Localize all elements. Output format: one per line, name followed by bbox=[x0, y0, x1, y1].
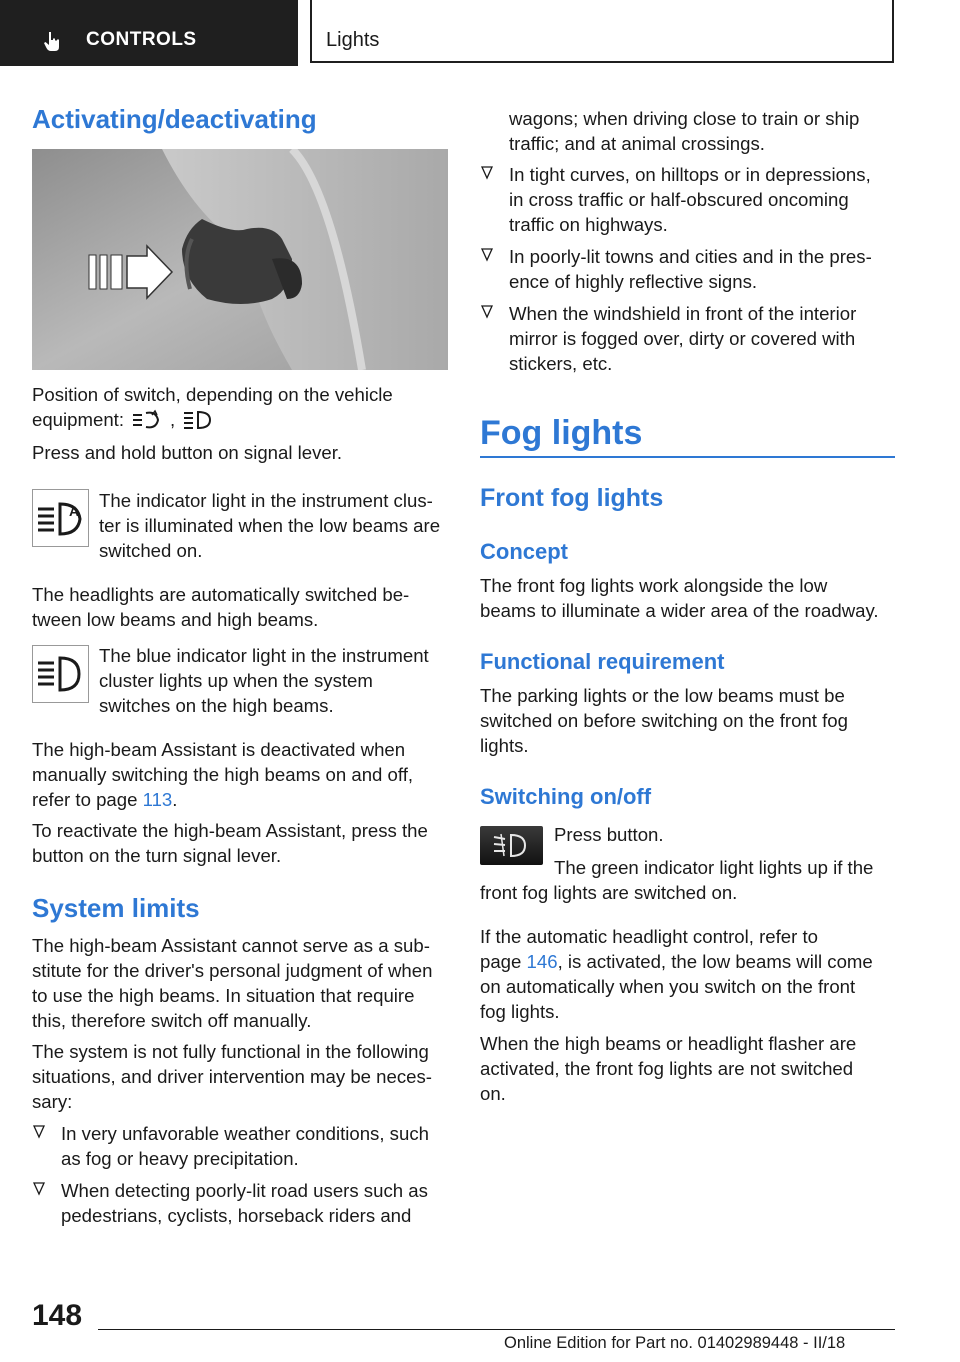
footer-rule bbox=[98, 1329, 895, 1330]
list-item bbox=[32, 1178, 448, 1228]
flasher-l1: When the high beams or headlight flasher are bbox=[480, 1033, 857, 1054]
auto-switch-l2: tween low beams and high beams. bbox=[32, 609, 319, 630]
high-beam-indicator-icon bbox=[32, 645, 89, 703]
high-beam-assist-icon bbox=[132, 409, 162, 431]
heading-concept: Concept bbox=[480, 539, 568, 564]
bullet1-l2: as fog or heavy precipitation. bbox=[61, 1148, 299, 1169]
caption-equipment-label: equipment: bbox=[32, 408, 124, 430]
concept-l2: beams to illuminate a wider area of the roadway. bbox=[480, 600, 879, 621]
switch-photo bbox=[32, 149, 448, 370]
chapter-label: Lights bbox=[326, 29, 380, 51]
bullet1-l1: In very unfavorable weather conditions, such bbox=[61, 1123, 429, 1144]
heading-fog-lights: Fog lights bbox=[480, 414, 643, 452]
limits-l1: The high-beam Assistant cannot serve as a sub- bbox=[32, 935, 430, 956]
chapter-box bbox=[310, 0, 894, 63]
bullet3-l2: in cross traffic or half-obscured oncoming bbox=[509, 189, 849, 210]
fog-light-button-icon[interactable] bbox=[480, 826, 543, 865]
auto-l3: on automatically when you switch on the front bbox=[480, 976, 856, 997]
cont-l1: wagons; when driving close to train or ship bbox=[509, 108, 860, 129]
pointing-hand-icon bbox=[40, 30, 64, 54]
list-item bbox=[480, 301, 895, 376]
concept-l1: The front fog lights work alongside the low bbox=[480, 575, 828, 596]
deact-l2: manually switching the high beams on and off, bbox=[32, 764, 414, 785]
press-hold-text: Press and hold button on signal lever. bbox=[32, 442, 343, 463]
press-button-text: Press button. bbox=[554, 824, 664, 845]
bullet5-l3: stickers, etc. bbox=[509, 353, 613, 374]
auto-l2-suffix: , is activated, the low beams will come bbox=[557, 951, 873, 972]
notfull-l2: situations, and driver intervention may be neces- bbox=[32, 1066, 432, 1087]
deact-l3-prefix: refer to page bbox=[32, 789, 138, 810]
limits-l2: stitute for the driver's personal judgment of when bbox=[32, 960, 433, 981]
page-header bbox=[0, 0, 960, 66]
page-link-113[interactable]: 113 bbox=[142, 789, 173, 810]
bullet-triangle-icon bbox=[32, 1124, 46, 1140]
indicator-auto-l1: The indicator light in the instrument clus- bbox=[99, 490, 433, 511]
notfull-l1: The system is not fully functional in the following bbox=[32, 1041, 429, 1062]
req-l1: The parking lights or the low beams must be bbox=[480, 685, 845, 706]
auto-switch-l1: The headlights are automatically switched be- bbox=[32, 584, 410, 605]
indicator-blue-l3: switches on the high beams. bbox=[99, 695, 334, 716]
caption-line: Position of switch, depending on the vehicle bbox=[32, 384, 393, 405]
bullet-triangle-icon bbox=[480, 165, 494, 181]
bullet5-l1: When the windshield in front of the interior bbox=[509, 303, 857, 324]
edition-text: Online Edition for Part no. 01402989448 - II/18 bbox=[504, 1334, 846, 1352]
deact-period: . bbox=[172, 789, 178, 810]
req-l2: switched on before switching on the front fog bbox=[480, 710, 848, 731]
heading-requirement: Functional requirement bbox=[480, 649, 725, 674]
limits-l4: this, therefore switch off manually. bbox=[32, 1010, 312, 1031]
bullet2-l2: pedestrians, cyclists, horseback riders and bbox=[61, 1205, 412, 1226]
flasher-l2: activated, the front fog lights are not switched bbox=[480, 1058, 854, 1079]
auto-l1: If the automatic headlight control, refer to bbox=[480, 926, 818, 947]
caption-equipment bbox=[32, 407, 213, 432]
heading-switching: Switching on/off bbox=[480, 784, 652, 809]
page-link-146[interactable]: 146 bbox=[526, 951, 558, 972]
list-item bbox=[480, 244, 895, 294]
bullet-triangle-icon bbox=[480, 304, 494, 320]
heading-system-limits: System limits bbox=[32, 893, 200, 923]
bullet3-l1: In tight curves, on hilltops or in depressions, bbox=[509, 164, 871, 185]
section-label: CONTROLS bbox=[86, 29, 197, 50]
heading-activating: Activating/deactivating bbox=[32, 104, 317, 134]
indicator-auto-l2: ter is illuminated when the low beams are bbox=[99, 515, 441, 536]
green-l1: The green indicator light lights up if the bbox=[554, 857, 874, 878]
bullet-triangle-icon bbox=[32, 1181, 46, 1197]
indicator-blue-l2: cluster lights up when the system bbox=[99, 670, 373, 691]
high-beam-icon bbox=[183, 409, 213, 431]
react-l2: button on the turn signal lever. bbox=[32, 845, 282, 866]
bullet2-l1: When detecting poorly-lit road users such as bbox=[61, 1180, 428, 1201]
section-rule bbox=[480, 456, 895, 458]
indicator-blue-l1: The blue indicator light in the instrument bbox=[99, 645, 429, 666]
heading-front-fog: Front fog lights bbox=[480, 484, 664, 512]
indicator-auto-l3: switched on. bbox=[99, 540, 203, 561]
req-l3: lights. bbox=[480, 735, 529, 756]
deact-l1: The high-beam Assistant is deactivated when bbox=[32, 739, 406, 760]
react-l1: To reactivate the high-beam Assistant, press the bbox=[32, 820, 428, 841]
auto-l2-prefix: page bbox=[480, 951, 522, 972]
svg-text:A: A bbox=[69, 503, 80, 519]
auto-high-beam-indicator-icon bbox=[32, 489, 89, 547]
bullet3-l3: traffic on highways. bbox=[509, 214, 668, 235]
flasher-l3: on. bbox=[480, 1083, 506, 1104]
list-item bbox=[480, 162, 895, 237]
page-number: 148 bbox=[32, 1299, 83, 1332]
deact-l3 bbox=[32, 787, 177, 812]
bullet4-l1: In poorly-lit towns and cities and in the pres- bbox=[509, 246, 872, 267]
bullet4-l2: ence of highly reflective signs. bbox=[509, 271, 758, 292]
notfull-l3: sary: bbox=[32, 1091, 73, 1112]
auto-l2 bbox=[480, 949, 873, 974]
section-tab[interactable] bbox=[0, 0, 298, 66]
cont-l2: traffic; and at animal crossings. bbox=[509, 133, 765, 154]
green-l2: front fog lights are switched on. bbox=[480, 882, 738, 903]
caption-separator: , bbox=[170, 408, 176, 430]
bullet5-l2: mirror is fogged over, dirty or covered with bbox=[509, 328, 856, 349]
list-item bbox=[32, 1121, 448, 1171]
limits-l3: to use the high beams. In situation that require bbox=[32, 985, 415, 1006]
bullet-triangle-icon bbox=[480, 247, 494, 263]
auto-l4: fog lights. bbox=[480, 1001, 560, 1022]
